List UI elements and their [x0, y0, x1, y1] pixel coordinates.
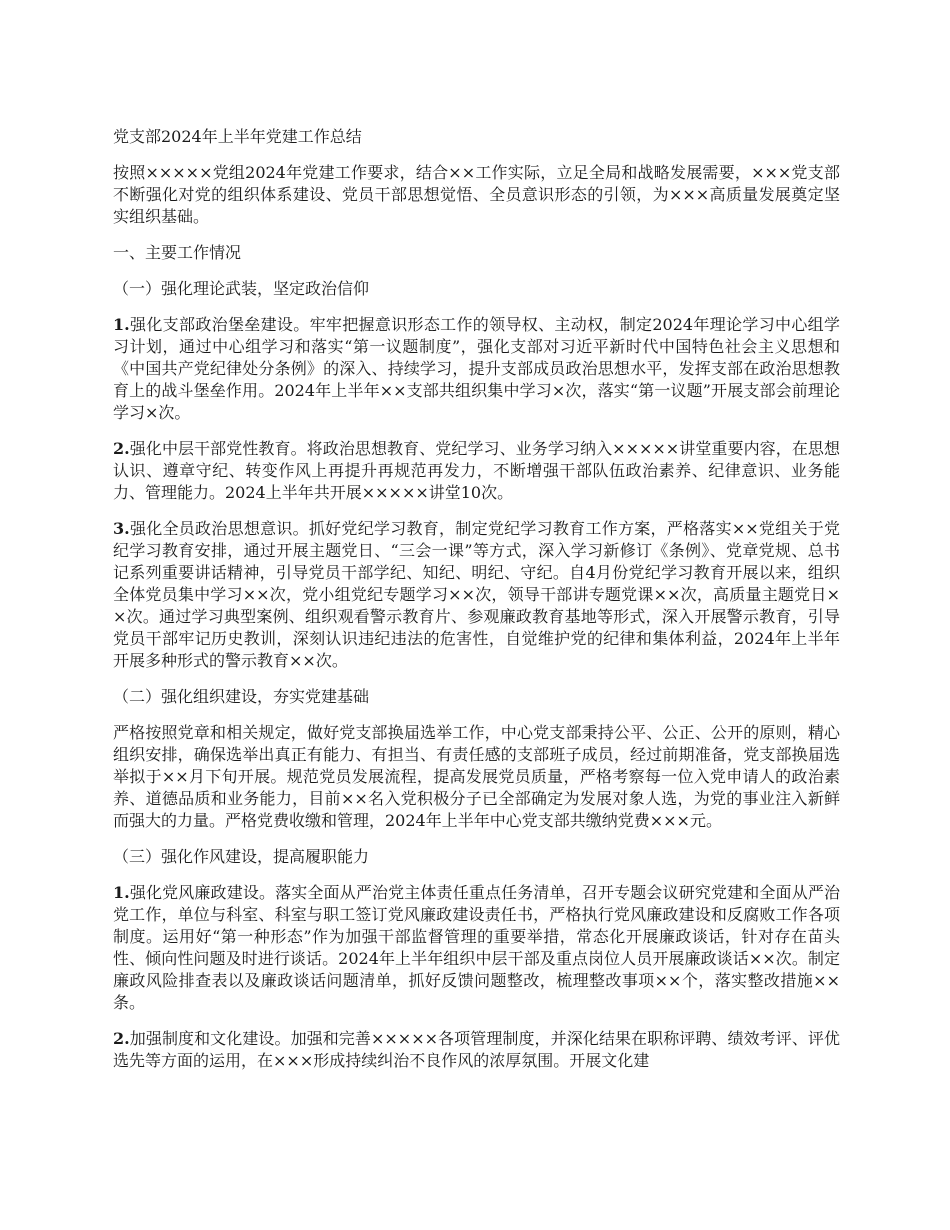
item-number: 1. — [113, 883, 130, 902]
item-text: 强化中层干部党性教育。将政治思想教育、党纪学习、业务学习纳入×××××讲堂重要内容，在思想认识、遵章守纪、转变作风上再提升再规范再发力，不断增强干部队伍政治素养、纪律意识、业务能力、管理能力。2024上半年共开展×××××讲堂10次。 — [113, 439, 840, 502]
list-item — [113, 518, 840, 672]
section-heading: 一、主要工作情况 — [113, 243, 242, 262]
body-paragraph: 严格按照党章和相关规定，做好党支部换届选举工作，中心党支部秉持公平、公正、公开的原则，精心组织安排，确保选举出真正有能力、有担当、有责任感的支部班子成员，经过前期准备，党支部换届选举拟于××月下旬开展。规范党员发展流程，提高发展党员质量，严格考察每一位入党申请人的政治素养、道德品质和业务能力，目前××名入党积极分子已全部确定为发展对象人选，为党的事业注入新鲜而强大的力量。严格党费收缴和管理，2024年上半年中心党支部共缴纳党费×××元。 — [113, 723, 840, 830]
item-number: 1. — [113, 315, 130, 334]
item-number: 2. — [113, 439, 130, 458]
item-number: 3. — [113, 519, 130, 538]
item-text: 加强制度和文化建设。加强和完善×××××各项管理制度，并深化结果在职称评聘、绩效考评、评优选先等方面的运用，在×××形成持续纠治不良作风的浓厚氛围。开展文化建 — [113, 1029, 840, 1070]
subsection-heading: （二）强化组织建设，夯实党建基础 — [113, 687, 370, 706]
item-text: 强化全员政治思想意识。抓好党纪学习教育，制定党纪学习教育工作方案，严格落实××党组关于党纪学习教育安排，通过开展主题党日、“三会一课”等方式，深入学习新修订《条例》、党章党规、总书记系列重要讲话精神，引导党员干部学纪、知纪、明纪、守纪。自4月份党纪学习教育开展以来，组织全体党员集中学习××次，党小组党纪专题学习××次，领导干部讲专题党课××次，高质量主题党日××次。通过学习典型案例、组织观看警示教育片、参观廉政教育基地等形式，深入开展警示教育，引导党员干部牢记历史教训，深刻认识违纪违法的危害性，自觉维护党的纪律和集体利益，2024年上半年开展多种形式的警示教育××次。 — [113, 519, 840, 670]
item-text: 强化党风廉政建设。落实全面从严治党主体责任重点任务清单，召开专题会议研究党建和全面从严治党工作，单位与科室、科室与职工签订党风廉政建设责任书，严格执行党风廉政建设和反腐败工作各项制度。运用好“第一种形态”作为加强干部监督管理的重要举措，常态化开展廉政谈话，针对存在苗头性、倾向性问题及时进行谈话。2024年上半年组织中层干部及重点岗位人员开展廉政谈话××次。制定廉政风险排查表以及廉政谈话问题清单，抓好反馈问题整改，梳理整改事项××个，落实整改措施××条。 — [113, 883, 840, 1012]
list-item — [113, 882, 840, 1014]
subsection-heading: （一）强化理论武装，坚定政治信仰 — [113, 279, 370, 298]
subsection-heading: （三）强化作风建设，提高履职能力 — [113, 847, 370, 866]
list-item — [113, 438, 840, 504]
item-text: 强化支部政治堡垒建设。牢牢把握意识形态工作的领导权、主动权，制定2024年理论学习中心组学习计划，通过中心组学习和落实“第一议题制度”，强化支部对习近平新时代中国特色社会主义思想和《中国共产党纪律处分条例》的深入、持续学习，提升支部成员政治思想水平，发挥支部在政治思想教育上的战斗堡垒作用。2024年上半年××支部共组织集中学习×次，落实“第一议题”开展支部会前理论学习×次。 — [113, 315, 840, 422]
item-number: 2. — [113, 1029, 130, 1048]
intro-paragraph: 按照×××××党组2024年党建工作要求，结合××工作实际，立足全局和战略发展需要，×××党支部不断强化对党的组织体系建设、党员干部思想觉悟、全员意识形态的引领，为×××高质量发展奠定坚实组织基础。 — [113, 163, 840, 226]
list-item — [113, 314, 840, 424]
document-page — [113, 126, 840, 1086]
list-item — [113, 1028, 840, 1072]
document-title: 党支部2024年上半年党建工作总结 — [113, 127, 362, 146]
